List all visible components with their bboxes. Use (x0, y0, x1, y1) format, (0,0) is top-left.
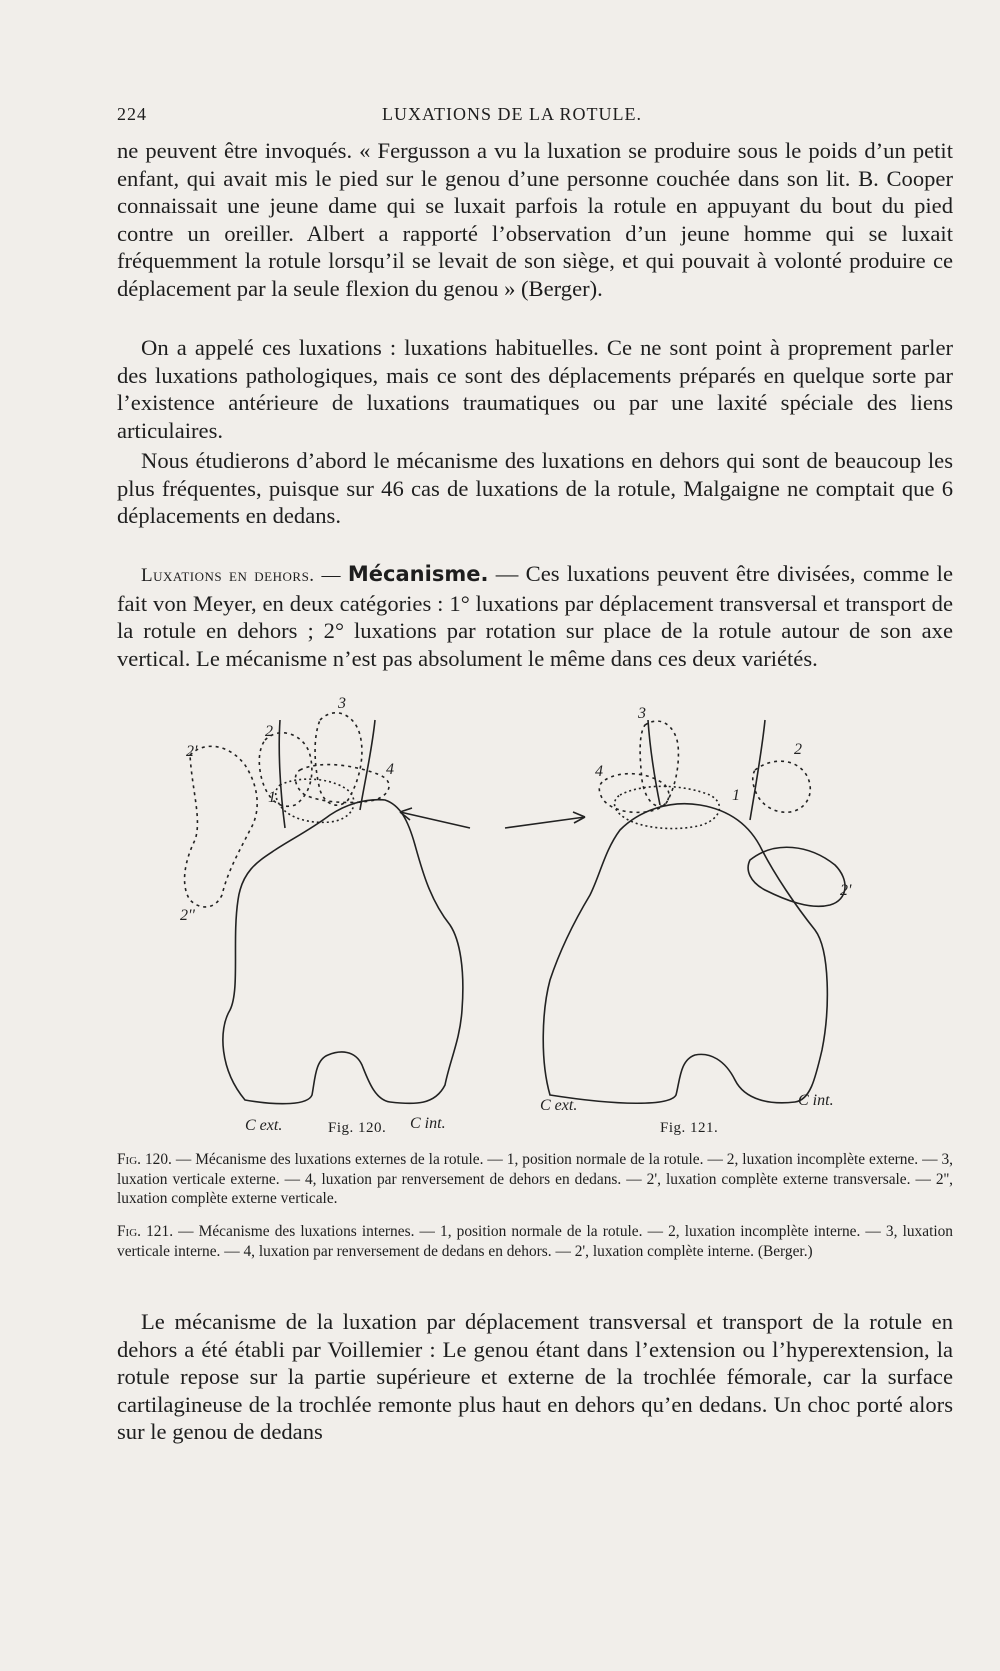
fig120-shaft (279, 720, 375, 828)
fig120-mark-1: 1 (268, 789, 276, 806)
section-heading: Mécanisme. (347, 562, 489, 586)
fig121-arrow (505, 817, 585, 828)
caption-fig121-text (117, 1222, 953, 1261)
fig120-condyle-ext: C ext. (245, 1117, 283, 1134)
fig120-condyle-int: C int. (410, 1115, 446, 1132)
running-title: LUXATIONS DE LA ROTULE. (382, 104, 642, 124)
paragraph-4 (117, 560, 953, 672)
paragraph-3 (117, 447, 953, 530)
fig120-patella-2prime (185, 746, 258, 907)
fig121-femur-outline (543, 804, 827, 1104)
paragraph-4-rest: — Ces luxations peuvent être divisées, comme le fait von Meyer, en deux catégories : 1° luxations par déplacement transversal et transport de la rotule en dehors ; 2° luxations par rotation sur place de la rotule autour de son axe vertical. Le mécanisme n’est pas absolument le même dans ces deux variétés. (117, 561, 953, 671)
caption-fig120-body: — Mécanisme des luxations externes de la rotule. — 1, position normale de la rotule. — 2, luxation incomplète externe. — 3, luxation verticale externe. — 4, luxation par renversement de dehors en dedans. — 2', luxation complète externe transversale. — 2'', luxation complète externe verticale. (117, 1151, 953, 1207)
section-lead: Luxations en dehors. — (141, 565, 348, 586)
fig120-arrow (400, 812, 470, 828)
fig121-mark-3: 3 (638, 705, 646, 722)
page-number: 224 (117, 104, 147, 124)
paragraph-4-text (117, 560, 953, 672)
fig121-condyle-int: C int. (798, 1092, 834, 1109)
running-header (117, 104, 953, 134)
fig120-mark-2dprime: 2'' (180, 907, 195, 924)
paragraph-2 (117, 334, 953, 444)
fig121-mark-2prime: 2' (840, 882, 852, 899)
fig120-patella-1 (276, 779, 354, 822)
paragraph-3-text: Nous étudierons d’abord le mécanisme des luxations en dehors qui sont de beaucoup les plus fréquentes, puisque sur 46 cas de luxations de la rotule, Malgaigne ne comptait que 6 déplacements en dedans. (117, 448, 953, 529)
caption-fig121-label: Fig. 121. (117, 1223, 174, 1240)
fig121-patella-2prime (748, 847, 845, 906)
paragraph-5-text: Le mécanisme de la luxation par déplacement transversal et transport de la rotule en dehors a été établi par Voillemier : Le genou étant dans l’extension ou l’hyperextension, la rotule repose sur la partie supérieure et externe de la trochlée fémorale, car la surface cartilagineuse de la trochlée remonte plus haut en dehors qu’en dedans. Un choc porté alors sur le genou de dedans (117, 1309, 953, 1445)
fig120-patella-3 (315, 713, 362, 805)
caption-fig121-body: — Mécanisme des luxations internes. — 1, position normale de la rotule. — 2, luxation incomplète interne. — 3, luxation verticale interne. — 4, luxation par renversement de dedans en dehors. — 2', luxation complète interne. (Berger.) (117, 1223, 954, 1260)
caption-fig121 (117, 1222, 953, 1261)
fig121-patella-3 (640, 721, 678, 806)
fig120-mark-2prime: 2' (186, 743, 198, 760)
fig121-mark-2: 2 (794, 741, 802, 758)
caption-fig120-label: Fig. 120. (117, 1151, 172, 1168)
fig121-label: Fig. 121. (660, 1120, 719, 1136)
fig121-mark-1: 1 (732, 787, 740, 804)
knee-diagram (150, 695, 950, 1140)
fig120-label: Fig. 120. (328, 1120, 387, 1136)
fig121-mark-4: 4 (595, 763, 603, 780)
fig121-condyle-ext: C ext. (540, 1097, 578, 1114)
fig120-mark-4: 4 (386, 761, 394, 778)
fig120-mark-2: 2 (265, 723, 273, 740)
paragraph-5 (117, 1308, 953, 1446)
fig121-patella-2 (753, 761, 811, 812)
paragraph-1 (117, 137, 953, 303)
figures-120-121 (150, 695, 950, 1140)
caption-fig120-text (117, 1150, 953, 1209)
fig120-femur-outline (223, 800, 463, 1104)
paragraph-2-text: On a appelé ces luxations : luxations habituelles. Ce ne sont point à proprement parler des luxations pathologiques, mais ce sont des déplacements préparés en quelque sorte par l’existence antérieure de luxations traumatiques ou par une laxité spéciale des liens articulaires. (117, 335, 953, 443)
caption-fig120 (117, 1150, 953, 1209)
fig120-mark-3: 3 (338, 695, 346, 712)
paragraph-1-text: ne peuvent être invoqués. « Fergusson a vu la luxation se produire sous le poids d’un petit enfant, qui avait mis le pied sur le genou d’une personne couchée dans son lit. B. Cooper connaissait une jeune dame qui se luxait parfois la rotule en appuyant du bout du pied contre un oreiller. Albert a rapporté l’observation d’un jeune homme qui se luxait fréquemment la rotule lorsqu’il se levait de son siège, et qui pouvait à volonté produire ce déplacement par la seule flexion du genou » (Berger). (117, 138, 953, 301)
